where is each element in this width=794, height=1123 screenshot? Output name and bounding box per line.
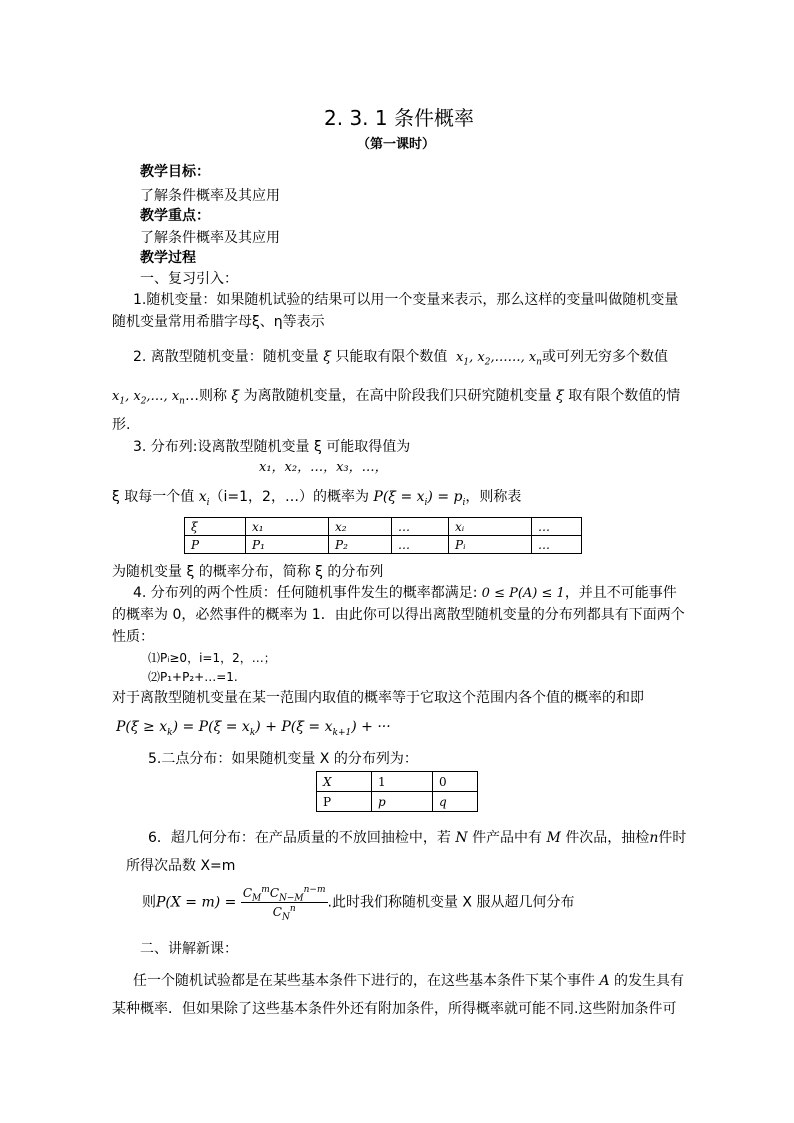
section-new-lesson: 二、讲解新课：	[140, 941, 238, 957]
table-row	[185, 518, 582, 536]
distribution-values: x₁，x₂，…，x₃，…，	[259, 460, 388, 475]
process-heading: 教学过程	[140, 250, 196, 266]
para-properties-line3: 性质：	[112, 629, 154, 645]
para-hypergeometric-formula: 则P(X = m) = $\frac{C_M^mC_{N-M}^{n-m}}{C_N^n}$ .此时我们称随机变量 X 服从超几何分布	[142, 885, 575, 923]
math-range-sum: $P(\xi \ge x_k) = P(\xi = x_k) + P(\xi = x_{k+1})$ + ···	[116, 719, 391, 738]
table-row	[317, 772, 478, 792]
xi-symbol: ξ	[318, 349, 336, 365]
para-distribution-line3: ξ 取每一个值 $x_i(i=1$，2，…）的概率为 $P(\xi = x_i) = p_i$，则称表	[112, 489, 522, 508]
table-cell: P	[185, 536, 246, 554]
table-cell: 1	[372, 772, 433, 792]
table-cell: …	[392, 518, 449, 536]
table-row	[185, 536, 582, 554]
para-discrete-variable-line2: $x_1$, $x_2,\dots$, $x_n\dots$则称 ξ 为离散随机变量，在高中阶段我们只研究随机变量 ξ 取有限个数值的情	[112, 388, 681, 407]
para-hypergeometric-line2: 所得次品数 X=m	[126, 858, 236, 874]
table-cell: X	[317, 772, 372, 792]
page-title: 2. 3. 1 条件概率	[324, 106, 474, 130]
goal-text: 了解条件概率及其应用	[140, 188, 280, 204]
para-random-variable-cont: 随机变量常用希腊字母ξ、η等表示	[112, 314, 325, 330]
math-prob-def: $P(\xi = x_i) = p_i$	[368, 489, 466, 508]
table-cell: 0	[433, 772, 478, 792]
para-properties: 4. 分布列的两个性质：任何随机事件发生的概率都满足: 0 ≤ P(A) ≤ 1，并且不可能事件	[133, 585, 677, 601]
property-1: ⑴Pᵢ≥0，i=1，2，…；	[148, 651, 276, 665]
table-cell: Pᵢ	[449, 536, 532, 554]
distribution-table	[184, 517, 582, 554]
math-prob-bound: 0 ≤ P(A) ≤ 1	[477, 586, 565, 601]
table-cell: xᵢ	[449, 518, 532, 536]
math-hypergeometric-fraction: $\frac{C_M^mC_{N-M}^{n-m}}{C_N^n}$	[242, 885, 326, 923]
table-cell: …	[532, 518, 582, 536]
math-pxm: P(X = m) =	[156, 894, 241, 911]
table-cell: P₂	[329, 536, 392, 554]
para-distribution: 3. 分布列:设离散型随机变量 ξ 可能取得值为	[133, 439, 411, 455]
para-range-probability: 对于离散型随机变量在某一范围内取值的概率等于它取这个范围内各个值的概率的和即	[112, 690, 644, 706]
table-cell: P	[317, 792, 372, 812]
table-row	[317, 792, 478, 812]
para-two-point: 5.二点分布：如果随机变量 X 的分布列为：	[148, 751, 418, 767]
table-cell: P₁	[246, 536, 329, 554]
two-point-table	[316, 771, 478, 812]
para-conditional-intro-line2: 某种概率．但如果除了这些基本条件外还有附加条件，所得概率就可能不同.这些附加条件可	[112, 1001, 677, 1017]
para-discrete-variable: 2. 离散型随机变量：随机变量 ξ 只能取有限个数值 $x_1$, $x_2,\dots\dots$, $x_n$或可列无穷多个数值	[133, 349, 668, 368]
goal-heading: 教学目标：	[140, 164, 210, 180]
page-subtitle: （第一课时）	[357, 137, 436, 152]
para-properties-line2: 的概率为 0，必然事件的概率为 1．由此你可以得出离散型随机变量的分布列都具有下面两个	[112, 607, 685, 623]
math-x-sequence: $x_1$, $x_2,\dots\dots$, $x_n$	[451, 350, 542, 368]
focus-text: 了解条件概率及其应用	[140, 230, 280, 246]
math-x-sequence-2: $x_1$, $x_2,\dots$, $x_n$	[112, 389, 185, 407]
table-cell: x₁	[246, 518, 329, 536]
table-cell: …	[532, 536, 582, 554]
para-random-variable: 1.随机变量：如果随机试验的结果可以用一个变量来表示，那么这样的变量叫做随机变量	[133, 292, 679, 308]
para-hypergeometric: 6．超几何分布：在产品质量的不放回抽检中，若 N 件产品中有 M 件次品，抽检n件时	[148, 830, 687, 846]
section-review: 一、复习引入：	[140, 271, 238, 287]
table-cell: q	[433, 792, 478, 812]
para-distribution-after: 为随机变量 ξ 的概率分布，简称 ξ 的分布列	[112, 564, 384, 580]
table-cell: ξ	[185, 518, 246, 536]
table-cell: x₂	[329, 518, 392, 536]
table-cell: p	[372, 792, 433, 812]
para-conditional-intro: 任一个随机试验都是在某些基本条件下进行的，在这些基本条件下某个事件 A 的发生具有	[133, 973, 685, 989]
focus-heading: 教学重点：	[140, 208, 210, 224]
para-discrete-variable-line3: 形.	[112, 417, 131, 433]
table-cell: …	[392, 536, 449, 554]
property-2: ⑵P₁+P₂+…=1.	[148, 670, 238, 684]
